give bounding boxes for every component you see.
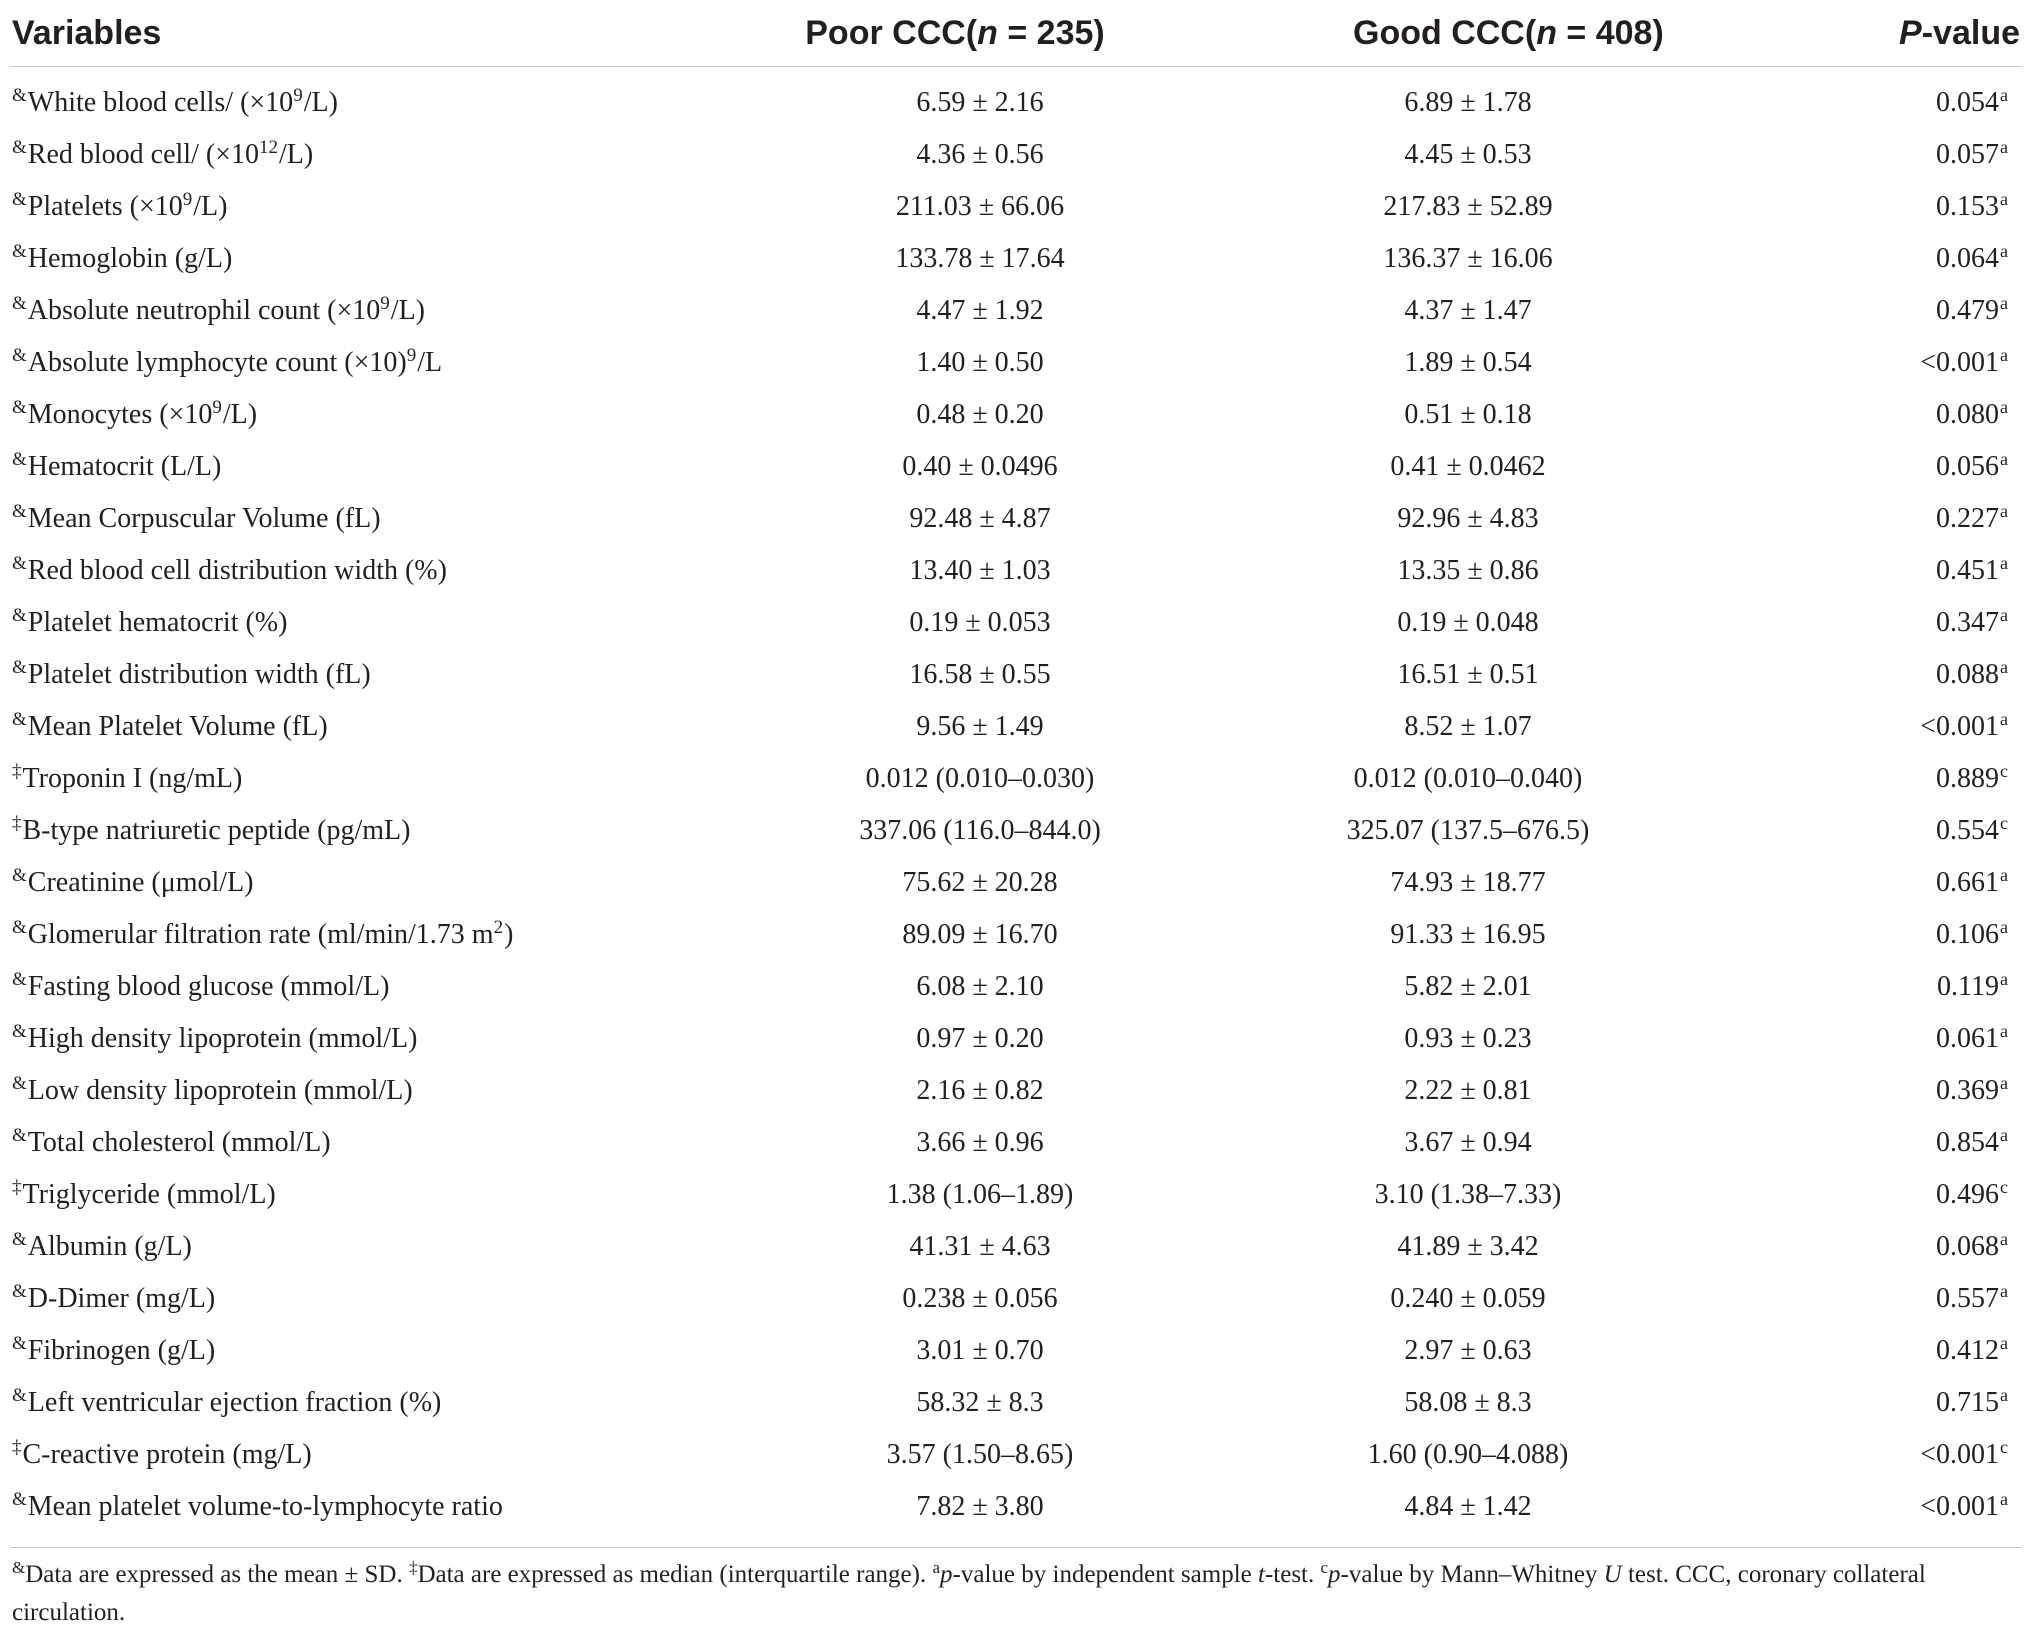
table-row: [10, 1169, 2022, 1221]
p-value-mark: a: [2000, 397, 2008, 417]
poor-ccc-value: 337.06 (116.0–844.0): [859, 815, 1101, 846]
row-mark: &: [12, 1229, 27, 1250]
row-mark: &: [12, 189, 27, 210]
footnote-text-median: Data are expressed as median (interquartile range).: [417, 1561, 933, 1588]
table-row: [10, 389, 2022, 441]
table-header: [10, 0, 2022, 67]
table-row: [10, 1117, 2022, 1169]
row-mark: &: [12, 605, 27, 626]
table-body: [10, 67, 2022, 1548]
p-value: <0.001: [1920, 1439, 1999, 1470]
table-row: [10, 1481, 2022, 1547]
p-value-mark: a: [2000, 865, 2008, 885]
p-value-mark: a: [2000, 85, 2008, 105]
row-mark: &: [12, 241, 27, 262]
p-value: 0.106: [1936, 919, 1999, 950]
variable-label: Low density lipoprotein (mmol/L): [27, 1075, 413, 1106]
variable-cell: [10, 389, 730, 441]
table-row: [10, 233, 2022, 285]
p-value: 0.080: [1936, 399, 1999, 430]
footnote-mark-c: c: [1320, 1558, 1329, 1577]
p-value-cell: [1846, 805, 2022, 857]
good-ccc-value: 92.96 ± 4.83: [1397, 503, 1539, 534]
variable-label: Creatinine (μmol/L): [27, 867, 254, 898]
p-value-cell: [1846, 493, 2022, 545]
footnote-u-symbol: U: [1603, 1561, 1622, 1588]
p-value-mark: a: [2000, 1229, 2008, 1249]
row-mark: &: [12, 137, 27, 158]
footnote-t-symbol: t: [1258, 1561, 1265, 1588]
good-ccc-value: 1.60 (0.90–4.088): [1367, 1439, 1569, 1470]
table-row: [10, 181, 2022, 233]
footnote: [10, 1548, 2017, 1632]
p-value-cell: [1846, 285, 2022, 337]
p-value: 0.056: [1936, 451, 1999, 482]
p-value-cell: [1846, 67, 2022, 130]
p-value-cell: [1846, 1221, 2022, 1273]
p-value: 0.119: [1937, 971, 1999, 1002]
p-value-cell: [1846, 649, 2022, 701]
variable-cell: [10, 1377, 730, 1429]
variable-label-end: /L: [417, 347, 443, 378]
table-row: [10, 1013, 2022, 1065]
row-mark: &: [12, 345, 27, 366]
table-row: [10, 909, 2022, 961]
variable-label-end: /L): [278, 139, 314, 170]
good-ccc-value: 0.51 ± 0.18: [1404, 399, 1532, 430]
good-ccc-value: 5.82 ± 2.01: [1404, 971, 1532, 1002]
p-value: 0.412: [1936, 1335, 1999, 1366]
table-row: [10, 441, 2022, 493]
row-mark: &: [12, 553, 27, 574]
table-row: [10, 67, 2022, 130]
good-ccc-value: 217.83 ± 52.89: [1383, 191, 1553, 222]
table-row: [10, 805, 2022, 857]
poor-ccc-value: 0.40 ± 0.0496: [902, 451, 1058, 482]
p-value: 0.088: [1936, 659, 1999, 690]
variable-cell: [10, 1117, 730, 1169]
variable-superscript: 9: [293, 85, 303, 106]
footnote-p-symbol-2: p: [1328, 1561, 1341, 1588]
row-mark: &: [12, 85, 27, 106]
footnote-text-ttest-pre: -value by independent sample: [952, 1561, 1258, 1588]
p-value-mark: c: [2000, 761, 2008, 781]
footnote-text-mw-post: test. CCC, coronary collateral circulation.: [12, 1561, 1926, 1626]
good-ccc-value: 1.89 ± 0.54: [1404, 347, 1532, 378]
row-mark: &: [12, 657, 27, 678]
variable-label: Absolute lymphocyte count (×10): [27, 347, 407, 378]
poor-ccc-value: 1.40 ± 0.50: [916, 347, 1044, 378]
p-value-mark: a: [2000, 657, 2008, 677]
variable-superscript: 2: [493, 917, 504, 938]
header-variables-text: Variables: [12, 13, 162, 52]
p-value-cell: [1846, 597, 2022, 649]
row-mark: &: [12, 1489, 27, 1510]
p-value-cell: [1846, 1117, 2022, 1169]
p-value-mark: a: [2000, 969, 2008, 989]
p-value-mark: a: [2000, 241, 2008, 261]
p-value-cell: [1846, 389, 2022, 441]
p-value-mark: a: [2000, 501, 2008, 521]
variable-cell: [10, 181, 730, 233]
p-value: 0.064: [1936, 243, 1999, 274]
p-value: 0.854: [1936, 1127, 1999, 1158]
poor-ccc-value: 13.40 ± 1.03: [909, 555, 1051, 586]
good-ccc-value: 0.012 (0.010–0.040): [1353, 763, 1583, 794]
footnote-mark-dagger: ‡: [408, 1558, 418, 1577]
p-value: 0.661: [1936, 867, 1999, 898]
variable-label: Mean platelet volume-to-lymphocyte ratio: [27, 1491, 503, 1522]
p-value-cell: [1846, 233, 2022, 285]
header-good-n-symbol: n: [1536, 13, 1557, 52]
p-value: 0.057: [1936, 139, 1999, 170]
p-value-cell: [1846, 1481, 2022, 1547]
p-value-mark: a: [2000, 293, 2008, 313]
variable-cell: [10, 441, 730, 493]
p-value-mark: a: [2000, 449, 2008, 469]
table-row: [10, 129, 2022, 181]
variable-label: Mean Corpuscular Volume (fL): [27, 503, 381, 534]
variable-cell: [10, 805, 730, 857]
variable-cell: [10, 961, 730, 1013]
variable-cell: [10, 545, 730, 597]
variable-label: Mean Platelet Volume (fL): [27, 711, 328, 742]
p-value-mark: a: [2000, 1281, 2008, 1301]
poor-ccc-value: 58.32 ± 8.3: [916, 1387, 1044, 1418]
good-ccc-value: 325.07 (137.5–676.5): [1346, 815, 1590, 846]
header-good-ccc: [1180, 0, 1846, 67]
variable-label: B-type natriuretic peptide (pg/mL): [22, 815, 411, 846]
p-value-cell: [1846, 1169, 2022, 1221]
p-value-cell: [1846, 909, 2022, 961]
row-mark: ‡: [12, 1437, 22, 1458]
table-row: [10, 597, 2022, 649]
row-mark: &: [12, 449, 27, 470]
row-mark: &: [12, 1333, 27, 1354]
p-value: 0.889: [1936, 763, 1999, 794]
variable-superscript: 9: [380, 293, 390, 314]
poor-ccc-value: 0.238 ± 0.056: [902, 1283, 1058, 1314]
row-mark: &: [12, 865, 27, 886]
variable-label: C-reactive protein (mg/L): [22, 1439, 312, 1470]
row-mark: &: [12, 1125, 27, 1146]
header-good-prefix: Good CCC(: [1353, 13, 1537, 52]
footnote-mark-and: &: [12, 1558, 26, 1577]
good-ccc-value: 4.37 ± 1.47: [1404, 295, 1532, 326]
good-ccc-value: 0.19 ± 0.048: [1397, 607, 1539, 638]
poor-ccc-value: 89.09 ± 16.70: [902, 919, 1058, 950]
header-good-n-value: = 408): [1556, 13, 1664, 52]
p-value-mark: a: [2000, 1021, 2008, 1041]
p-value-cell: [1846, 1273, 2022, 1325]
good-ccc-value: 58.08 ± 8.3: [1404, 1387, 1532, 1418]
good-ccc-value: 0.93 ± 0.23: [1404, 1023, 1532, 1054]
p-value-mark: a: [2000, 917, 2008, 937]
p-value-mark: a: [2000, 345, 2008, 365]
poor-ccc-value: 133.78 ± 17.64: [895, 243, 1065, 274]
p-value: 0.054: [1936, 87, 1999, 118]
header-p-symbol: P: [1899, 13, 1922, 52]
footnote-p-symbol-1: p: [940, 1561, 953, 1588]
table-row: [10, 493, 2022, 545]
poor-ccc-value: 92.48 ± 4.87: [909, 503, 1051, 534]
variable-cell: [10, 701, 730, 753]
p-value-cell: [1846, 441, 2022, 493]
variable-label-end: /L): [303, 87, 338, 118]
variable-cell: [10, 753, 730, 805]
header-row: [10, 0, 2022, 67]
p-value-mark: c: [2000, 1437, 2008, 1457]
variable-cell: [10, 129, 730, 181]
table-row: [10, 1429, 2022, 1481]
row-mark: &: [12, 709, 27, 730]
variable-label: Hemoglobin (g/L): [27, 243, 233, 274]
table-row: [10, 857, 2022, 909]
good-ccc-value: 3.67 ± 0.94: [1404, 1127, 1532, 1158]
p-value: <0.001: [1920, 1491, 1999, 1522]
poor-ccc-value: 4.47 ± 1.92: [916, 295, 1044, 326]
poor-ccc-value: 0.19 ± 0.053: [909, 607, 1051, 638]
good-ccc-value: 16.51 ± 0.51: [1397, 659, 1539, 690]
table-row: [10, 1273, 2022, 1325]
good-ccc-value: 0.240 ± 0.059: [1390, 1283, 1546, 1314]
variable-label: Fibrinogen (g/L): [27, 1335, 216, 1366]
p-value-cell: [1846, 961, 2022, 1013]
footnote-text-ttest-post: -test.: [1264, 1561, 1321, 1588]
row-mark: ‡: [12, 761, 22, 782]
variable-label: Platelet hematocrit (%): [27, 607, 288, 638]
footnote-text-mw-pre: -value by Mann–Whitney: [1340, 1561, 1604, 1588]
p-value: 0.227: [1936, 503, 1999, 534]
table-row: [10, 1377, 2022, 1429]
p-value: 0.347: [1936, 607, 1999, 638]
variable-label-end: /L): [193, 191, 228, 222]
variable-label-end: /L): [390, 295, 426, 326]
row-mark: ‡: [12, 813, 22, 834]
row-mark: &: [12, 293, 27, 314]
table-row: [10, 337, 2022, 389]
table-row: [10, 961, 2022, 1013]
row-mark: &: [12, 1073, 27, 1094]
variable-cell: [10, 1221, 730, 1273]
header-p-value: [1846, 0, 2022, 67]
variable-superscript: 9: [406, 345, 417, 366]
p-value: <0.001: [1920, 347, 1999, 378]
poor-ccc-value: 211.03 ± 66.06: [895, 191, 1065, 222]
p-value-mark: a: [2000, 189, 2008, 209]
variable-label-end: ): [504, 919, 514, 950]
row-mark: &: [12, 917, 27, 938]
good-ccc-value: 4.84 ± 1.42: [1404, 1491, 1532, 1522]
p-value-cell: [1846, 337, 2022, 389]
row-mark: &: [12, 969, 27, 990]
variable-cell: [10, 493, 730, 545]
poor-ccc-value: 16.58 ± 0.55: [909, 659, 1051, 690]
p-value: <0.001: [1920, 711, 1999, 742]
p-value-mark: c: [2000, 813, 2008, 833]
variable-cell: [10, 1169, 730, 1221]
row-mark: ‡: [12, 1177, 22, 1198]
header-variables: [10, 0, 730, 67]
variable-cell: [10, 1429, 730, 1481]
good-ccc-value: 2.97 ± 0.63: [1404, 1335, 1532, 1366]
variable-superscript: 9: [212, 397, 222, 418]
header-poor-prefix: Poor CCC(: [805, 13, 978, 52]
variable-superscript: 9: [182, 189, 193, 210]
p-value-mark: a: [2000, 605, 2008, 625]
row-mark: &: [12, 1385, 27, 1406]
p-value-mark: a: [2000, 1385, 2008, 1405]
variable-label: Glomerular filtration rate (ml/min/1.73 m: [27, 919, 494, 950]
p-value: 0.068: [1936, 1231, 1999, 1262]
variable-cell: [10, 285, 730, 337]
variable-cell: [10, 1013, 730, 1065]
variable-cell: [10, 337, 730, 389]
p-value: 0.557: [1936, 1283, 1999, 1314]
p-value-cell: [1846, 701, 2022, 753]
row-mark: &: [12, 397, 27, 418]
p-value: 0.061: [1936, 1023, 1999, 1054]
variable-label: Monocytes (×10: [27, 399, 213, 430]
good-ccc-value: 0.41 ± 0.0462: [1390, 451, 1546, 482]
p-value-cell: [1846, 857, 2022, 909]
poor-ccc-value: 4.36 ± 0.56: [916, 139, 1044, 170]
variable-cell: [10, 1065, 730, 1117]
p-value: 0.479: [1936, 295, 1999, 326]
table-row: [10, 545, 2022, 597]
variable-cell: [10, 67, 730, 130]
variable-label: White blood cells/ (×10: [27, 87, 294, 118]
good-ccc-value: 3.10 (1.38–7.33): [1374, 1179, 1562, 1210]
p-value-cell: [1846, 1065, 2022, 1117]
poor-ccc-value: 0.48 ± 0.20: [916, 399, 1044, 430]
poor-ccc-value: 41.31 ± 4.63: [909, 1231, 1051, 1262]
variable-label: High density lipoprotein (mmol/L): [27, 1023, 418, 1054]
row-mark: &: [12, 1281, 27, 1302]
data-table: [10, 0, 2022, 1547]
p-value-mark: c: [2000, 1177, 2008, 1197]
variable-cell: [10, 909, 730, 961]
row-mark: &: [12, 1021, 27, 1042]
table-row: [10, 1221, 2022, 1273]
good-ccc-value: 2.22 ± 0.81: [1404, 1075, 1532, 1106]
poor-ccc-value: 0.012 (0.010–0.030): [865, 763, 1095, 794]
p-value: 0.715: [1936, 1387, 1999, 1418]
p-value-mark: a: [2000, 553, 2008, 573]
p-value-cell: [1846, 1377, 2022, 1429]
p-value: 0.451: [1936, 555, 1999, 586]
variable-label: Red blood cell distribution width (%): [27, 555, 447, 586]
table-row: [10, 649, 2022, 701]
variable-label: Albumin (g/L): [27, 1231, 192, 1262]
table-row: [10, 1325, 2022, 1377]
header-poor-n-symbol: n: [977, 13, 998, 52]
table-row: [10, 285, 2022, 337]
variable-superscript: 12: [258, 137, 278, 158]
poor-ccc-value: 9.56 ± 1.49: [916, 711, 1044, 742]
p-value-mark: a: [2000, 1489, 2008, 1509]
variable-label: Platelet distribution width (fL): [27, 659, 371, 690]
p-value-mark: a: [2000, 1333, 2008, 1353]
good-ccc-value: 91.33 ± 16.95: [1390, 919, 1546, 950]
variable-cell: [10, 649, 730, 701]
variable-cell: [10, 1481, 730, 1547]
p-value-cell: [1846, 545, 2022, 597]
table-row: [10, 753, 2022, 805]
poor-ccc-value: 3.57 (1.50–8.65): [886, 1439, 1074, 1470]
good-ccc-value: 4.45 ± 0.53: [1404, 139, 1532, 170]
p-value: 0.496: [1936, 1179, 1999, 1210]
p-value-mark: a: [2000, 137, 2008, 157]
variable-cell: [10, 597, 730, 649]
variable-label: Left ventricular ejection fraction (%): [27, 1387, 442, 1418]
good-ccc-value: 41.89 ± 3.42: [1397, 1231, 1539, 1262]
poor-ccc-value: 1.38 (1.06–1.89): [886, 1179, 1074, 1210]
footnote-mark-a: a: [932, 1558, 941, 1577]
header-poor-ccc: [730, 0, 1180, 67]
good-ccc-value: 136.37 ± 16.06: [1383, 243, 1553, 274]
p-value-cell: [1846, 181, 2022, 233]
header-p-suffix: -value: [1921, 13, 2020, 52]
p-value-mark: a: [2000, 1073, 2008, 1093]
variable-label: Triglyceride (mmol/L): [22, 1179, 276, 1210]
variable-cell: [10, 857, 730, 909]
poor-ccc-value: 7.82 ± 3.80: [916, 1491, 1044, 1522]
poor-ccc-value: 75.62 ± 20.28: [902, 867, 1058, 898]
header-poor-n-value: = 235): [997, 13, 1105, 52]
good-ccc-value: 8.52 ± 1.07: [1404, 711, 1532, 742]
good-ccc-value: 74.93 ± 18.77: [1390, 867, 1546, 898]
row-mark: &: [12, 501, 27, 522]
poor-ccc-value: 3.01 ± 0.70: [916, 1335, 1044, 1366]
poor-ccc-value: 2.16 ± 0.82: [916, 1075, 1044, 1106]
variable-label-end: /L): [222, 399, 258, 430]
p-value-cell: [1846, 1429, 2022, 1481]
variable-label: Absolute neutrophil count (×10: [27, 295, 381, 326]
variable-label: Troponin I (ng/mL): [22, 763, 243, 794]
p-value-cell: [1846, 1325, 2022, 1377]
variable-label: Platelets (×10: [27, 191, 183, 222]
variable-cell: [10, 1325, 730, 1377]
p-value-mark: a: [2000, 709, 2008, 729]
variable-label: Fasting blood glucose (mmol/L): [27, 971, 390, 1002]
variable-label: Red blood cell/ (×10: [27, 139, 259, 170]
p-value: 0.554: [1936, 815, 1999, 846]
poor-ccc-value: 6.59 ± 2.16: [916, 87, 1044, 118]
good-ccc-value: 6.89 ± 1.78: [1404, 87, 1532, 118]
variable-label: Hematocrit (L/L): [27, 451, 222, 482]
p-value: 0.153: [1936, 191, 1999, 222]
variable-cell: [10, 1273, 730, 1325]
p-value-mark: a: [2000, 1125, 2008, 1145]
p-value-cell: [1846, 129, 2022, 181]
footnote-text-mean: Data are expressed as the mean ± SD.: [25, 1561, 409, 1588]
variable-label: Total cholesterol (mmol/L): [27, 1127, 331, 1158]
table-row: [10, 1065, 2022, 1117]
p-value: 0.369: [1936, 1075, 1999, 1106]
good-ccc-value: 13.35 ± 0.86: [1397, 555, 1539, 586]
p-value-cell: [1846, 1013, 2022, 1065]
p-value-cell: [1846, 753, 2022, 805]
poor-ccc-value: 3.66 ± 0.96: [916, 1127, 1044, 1158]
table-row: [10, 701, 2022, 753]
poor-ccc-value: 6.08 ± 2.10: [916, 971, 1044, 1002]
variable-label: D-Dimer (mg/L): [27, 1283, 216, 1314]
poor-ccc-value: 0.97 ± 0.20: [916, 1023, 1044, 1054]
variable-cell: [10, 233, 730, 285]
